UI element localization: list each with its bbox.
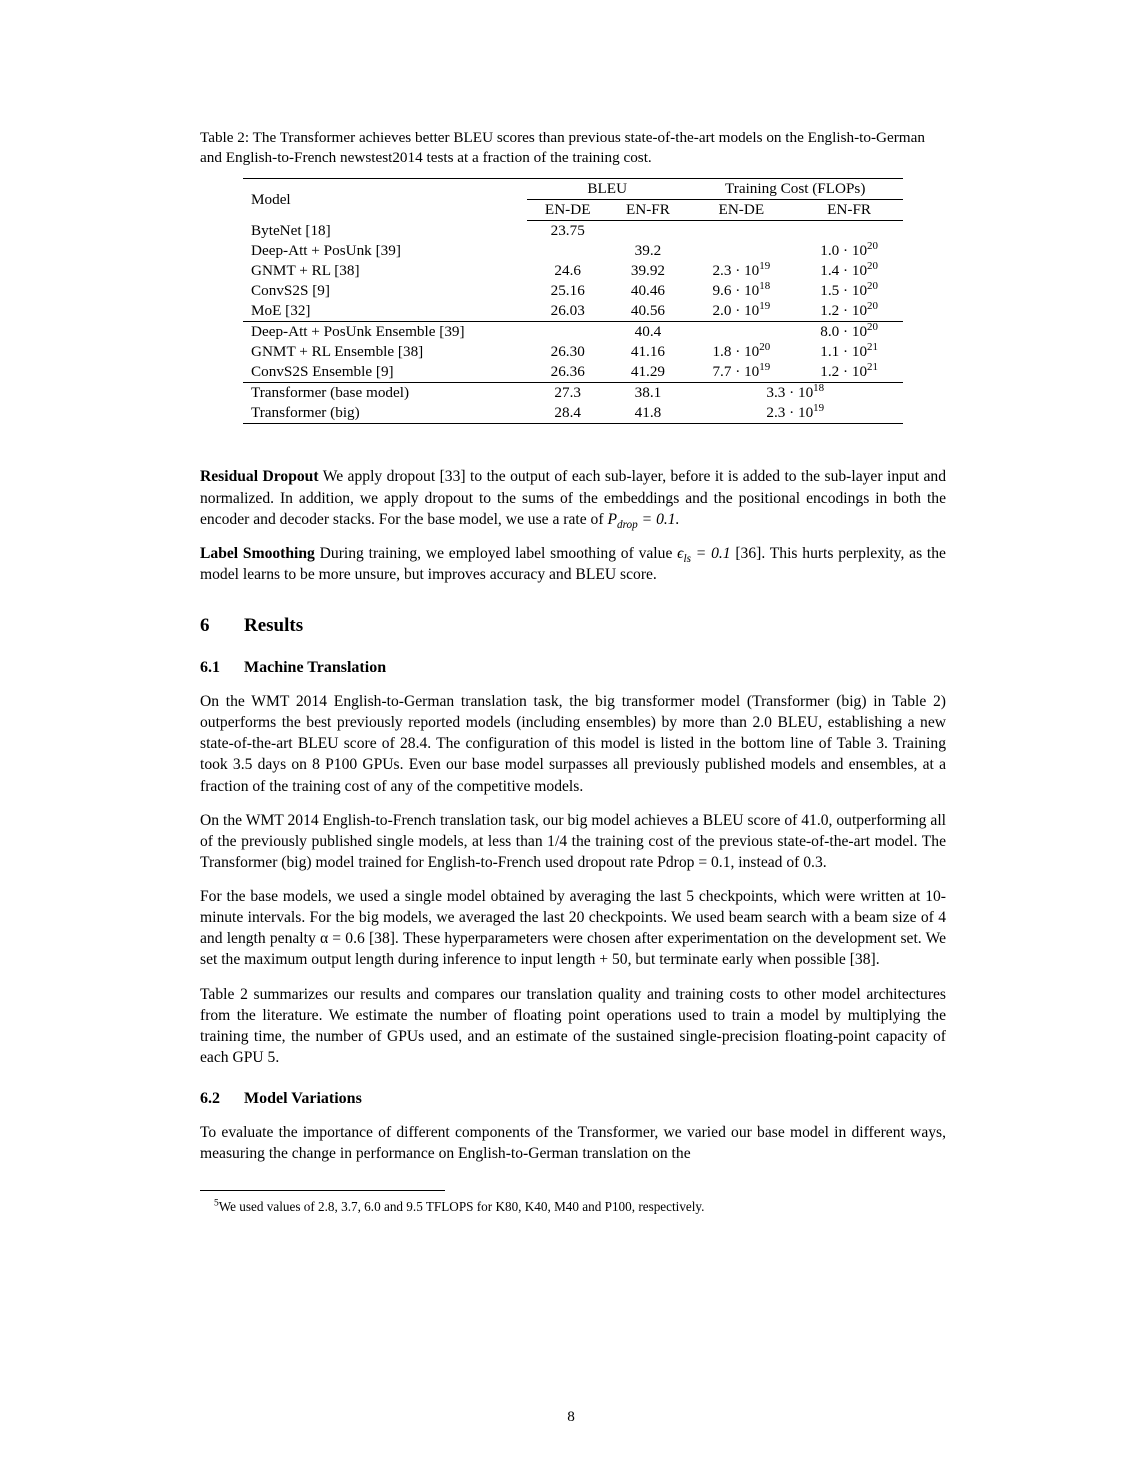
table-row [243,221,903,242]
subsection-number: 6.1 [200,659,220,677]
body-paragraph-4: Table 2 summarizes our results and compares our translation quality and training costs to other model architectures from the literature. We estimate the number of floating point operations used to train a model by multiplying the training time, the number of GPUs used, and an estimate of the sustained single-precision floating-point capacity of each GPU 5. [200,985,946,1066]
section-number: 6 [200,615,210,637]
cell-bleu-en-de: 26.30 [550,343,585,361]
cell-cost-span: $2.3 \cdot 10^{19}$ [687,403,903,424]
cell-bleu-en-de [527,322,608,343]
cell-cost-en-fr: $8.0 \cdot 10^{20}$ [820,321,878,341]
footnote-marker: 5 [214,1198,219,1209]
header-bleu: BLEU [527,179,687,200]
cell-bleu-en-fr: 41.8 [608,403,687,424]
results-table [243,178,903,424]
header-cost-en-fr: EN-FR [795,200,903,221]
cell-cost-en-de: $2.0 \cdot 10^{19}$ [687,301,795,322]
cell-cost-en-de [687,322,795,343]
body-paragraph-2: On the WMT 2014 English-to-French translation task, our big model achieves a BLEU score of 41.0, outperforming all of the previously published single models, at less than 1/4 the training cost of the previous state-of-the-art model. The Transformer (big) model trained for English-to-French used dropout rate Pdrop = 0.1, instead of 0.3. [200,811,946,871]
cell-cost-en-fr [795,221,903,242]
cell-bleu-en-fr: 39.92 [630,262,666,280]
cell-model: GNMT + RL Ensemble [38] [251,343,424,361]
cell-bleu-en-de: 24.6 [554,262,581,280]
spacer [200,438,946,452]
cell-model: ConvS2S [9] [251,282,330,300]
cell-bleu-en-fr [608,221,687,242]
cell-bleu-en-fr: 40.4 [634,323,662,341]
body-paragraph-1: On the WMT 2014 English-to-German translation task, the big transformer model (Transformer (big) in Table 2) outperforms the best previously reported models (including ensembles) by more than 2.0 BLEU, establishing a new state-of-the-art BLEU score of 28.4. The configuration of this model is listed in the bottom line of Table 3. Training took 3.5 days on 8 P100 GPUs. Even our base model surpasses all previously published models and ensembles, at a fraction of the training cost of any of the competitive models. [200,693,946,795]
cell-bleu-en-de: 26.03 [527,301,608,322]
footnote [200,1198,946,1215]
label-smoothing-math: $\epsilon_{ls} = 0.1$ [677,544,731,565]
cell-cost-en-fr: $1.0 \cdot 10^{20}$ [820,240,878,260]
cell-cost-en-fr: $1.2 \cdot 10^{21}$ [795,362,903,383]
residual-dropout-math: $P_{drop} = 0.1$. [607,510,680,531]
cell-bleu-en-fr: 40.46 [630,282,666,300]
cell-cost-en-de [687,221,795,242]
cell-cost-en-de: $9.6 \cdot 10^{18}$ [712,280,771,300]
header-bleu-en-de: EN-DE [527,200,608,221]
footnote-text: We used values of 2.8, 3.7, 6.0 and 9.5 TFLOPS for K80, K40, M40 and P100, respectively. [218,1199,705,1215]
label-smoothing-paragraph [200,543,946,585]
table-row [243,281,903,301]
cell-bleu-en-de: 23.75 [550,222,585,240]
cell-model: Deep-Att + PosUnk [39] [251,242,401,260]
cell-cost-en-de: $1.8 \cdot 10^{20}$ [712,341,771,361]
footnote-divider [200,1190,445,1191]
spacer [200,424,946,438]
cell-cost-en-fr: $1.1 \cdot 10^{21}$ [820,341,878,361]
label-smoothing-label: Label Smoothing [200,544,315,562]
cell-model: ByteNet [18] [251,222,331,240]
cell-bleu-en-de: 25.16 [550,282,585,300]
subsection-title: Machine Translation [244,659,387,677]
table-row [243,322,903,343]
cell-model: Transformer (base model) [251,384,410,402]
cell-model: ConvS2S Ensemble [9] [243,362,527,383]
residual-dropout-label: Residual Dropout [200,468,319,486]
cell-bleu-en-de [527,241,608,261]
header-training-cost: Training Cost (FLOPs) [687,179,903,200]
cell-model: Deep-Att + PosUnk Ensemble [39] [251,323,465,341]
body-paragraph-3: For the base models, we used a single model obtained by averaging the last 5 checkpoints, which were written at 10-minute intervals. For the big models, we averaged the last 20 checkpoints. We used beam search with a beam size of 4 and length penalty α = 0.6 [38]. These hyperparameters were chosen after experimentation on the development set. We set the maximum output length during inference to input length + 50, but terminate early when possible [38]. [200,888,946,969]
subsection-title: Model Variations [244,1090,362,1108]
table-row [243,383,903,404]
table-row [243,403,903,424]
subsection-heading-model-variations [200,1090,946,1108]
cell-bleu-en-fr: 41.16 [630,343,666,361]
residual-dropout-paragraph [200,466,946,529]
cell-cost-en-de: $7.7 \cdot 10^{19}$ [687,362,795,383]
cell-bleu-en-fr: 38.1 [634,384,662,402]
cell-bleu-en-fr: 39.2 [634,242,662,260]
cell-bleu-en-de: 27.3 [554,384,581,402]
table-row [243,342,903,362]
subsection-number: 6.2 [200,1090,220,1108]
section-title: Results [244,615,304,637]
cell-bleu-en-fr: 40.56 [608,301,687,322]
label-smoothing-text-a: During training, we employed label smoothing of value [319,544,673,562]
cell-cost-en-fr: $1.2 \cdot 10^{20}$ [795,301,903,322]
table-header-row-group [243,179,903,200]
table-caption: Table 2: The Transformer achieves better BLEU scores than previous state-of-the-art models on the English-to-German and English-to-French newstest2014 tests at a fraction of the training cost. [200,129,925,167]
table-row [243,301,903,322]
header-bleu-en-fr: EN-FR [608,200,687,221]
section-heading-results [200,615,946,637]
cell-model: MoE [32] [243,301,527,322]
subsection-heading-machine-translation [200,659,946,677]
cell-bleu-en-de: 26.36 [527,362,608,383]
table-row [243,261,903,281]
cell-cost-en-fr: $1.5 \cdot 10^{20}$ [820,280,878,300]
cell-cost-span: $3.3 \cdot 10^{18}$ [766,382,825,402]
cell-model: GNMT + RL [38] [251,262,360,280]
residual-dropout-text: We apply dropout [33] to the output of each sub-layer, before it is added to the sub-layer input and normalized. In addition, we apply dropout to the sums of the embeddings and the positional encodings in both the encoder and decoder stacks. For the base model, we use a rate of [200,468,946,528]
header-model: Model [243,179,527,221]
cell-model: Transformer (big) [243,403,527,424]
body-paragraph-5: To evaluate the importance of different components of the Transformer, we varied our base model in different ways, measuring the change in performance on English-to-German translation on the [200,1124,946,1163]
label-smoothing-text-b: [36]. This hurts perplexity, as the model learns to be more unsure, but improves accuracy and BLEU score. [200,544,946,583]
cell-cost-en-de: $2.3 \cdot 10^{19}$ [712,260,771,280]
table-row [243,362,903,383]
cell-cost-en-de [687,241,795,261]
spacer [200,452,946,466]
cell-cost-en-fr: $1.4 \cdot 10^{20}$ [820,260,878,280]
header-cost-en-de: EN-DE [687,200,795,221]
cell-bleu-en-de: 28.4 [527,403,608,424]
cell-bleu-en-fr: 41.29 [608,362,687,383]
table-row [243,241,903,261]
page-number: 8 [567,1408,575,1425]
